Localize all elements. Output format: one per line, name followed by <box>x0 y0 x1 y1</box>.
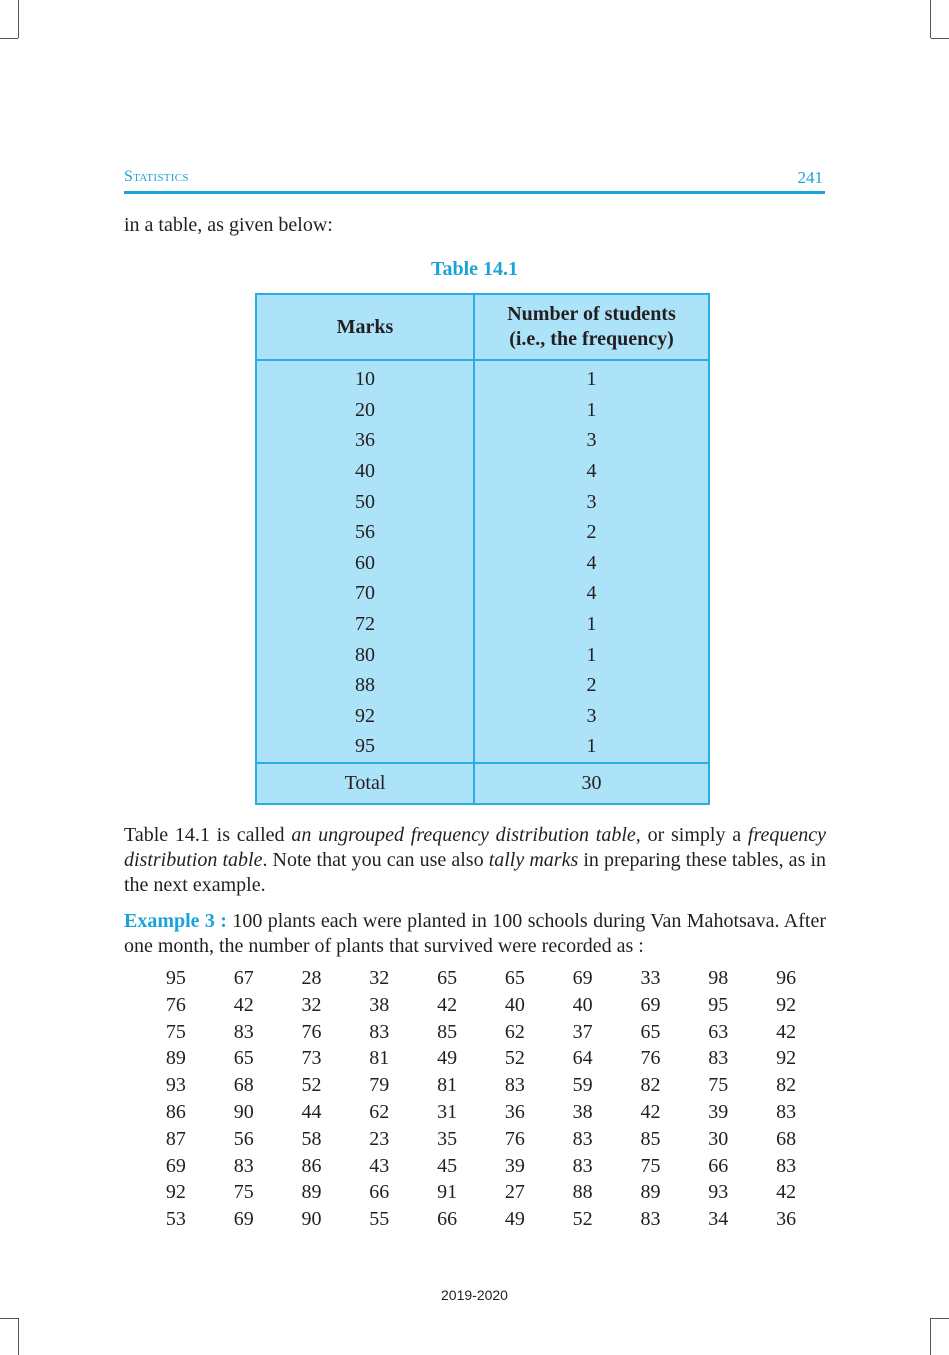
data-grid-cell: 40 <box>572 993 593 1016</box>
frequency-cell: 4 <box>474 548 709 579</box>
plants-data-grid <box>142 965 822 1233</box>
data-grid-row <box>142 1179 822 1206</box>
table-row <box>256 395 709 426</box>
frequency-cell: 4 <box>474 578 709 609</box>
crop-mark-tl-h <box>0 38 18 39</box>
data-grid-cell: 66 <box>437 1208 458 1231</box>
table-row <box>256 486 709 517</box>
data-grid-cell: 31 <box>437 1100 458 1123</box>
frequency-header-line2: (i.e., the frequency) <box>509 328 674 350</box>
data-grid-cell: 28 <box>301 967 322 989</box>
intro-text: in a table, as given below: <box>124 214 333 236</box>
data-grid-cell: 83 <box>572 1127 593 1150</box>
table-row <box>256 548 709 579</box>
frequency-cell: 2 <box>474 670 709 701</box>
frequency-cell: 3 <box>474 486 709 517</box>
data-grid-cell: 76 <box>301 1020 322 1043</box>
para-text: Table 14.1 is called <box>124 824 292 846</box>
data-grid-cell: 43 <box>369 1154 390 1177</box>
data-grid-cell: 83 <box>504 1074 525 1097</box>
data-grid-cell: 42 <box>776 1020 797 1043</box>
data-grid-cell: 39 <box>504 1154 525 1177</box>
data-grid-cell: 56 <box>233 1127 254 1150</box>
crop-mark-bl-h <box>0 1318 18 1319</box>
data-grid-cell: 95 <box>165 967 186 989</box>
data-grid-cell: 79 <box>369 1074 390 1097</box>
data-grid-cell: 34 <box>708 1208 729 1231</box>
data-grid-cell: 69 <box>165 1154 186 1177</box>
data-grid-cell: 83 <box>776 1154 797 1177</box>
table-row <box>256 456 709 487</box>
frequency-header-line1: Number of students <box>507 303 676 325</box>
frequency-cell: 4 <box>474 456 709 487</box>
data-grid-cell: 69 <box>572 967 593 989</box>
data-grid-cell: 86 <box>301 1154 322 1177</box>
data-grid-cell: 53 <box>165 1208 186 1231</box>
marks-cell: 95 <box>256 731 474 763</box>
data-grid-cell: 42 <box>776 1181 797 1204</box>
data-grid-cell: 42 <box>640 1100 661 1123</box>
marks-cell: 72 <box>256 609 474 640</box>
data-grid-cell: 68 <box>233 1074 254 1097</box>
data-grid-cell: 87 <box>165 1127 186 1150</box>
para-text: in preparing these tables, as in the next example. <box>124 849 827 896</box>
data-grid-cell: 82 <box>640 1074 661 1097</box>
table-header-row <box>256 294 709 360</box>
crop-mark-br-v <box>930 1318 931 1355</box>
running-header-section: Statistics <box>124 168 189 185</box>
frequency-cell: 2 <box>474 517 709 548</box>
marks-cell: 92 <box>256 701 474 732</box>
data-grid-cell: 83 <box>708 1047 729 1070</box>
table-row <box>256 731 709 763</box>
marks-cell: 88 <box>256 670 474 701</box>
data-grid-cell: 90 <box>233 1100 254 1123</box>
data-grid-cell: 89 <box>165 1047 186 1070</box>
data-grid-cell: 66 <box>369 1181 390 1204</box>
marks-cell: 60 <box>256 548 474 579</box>
table-description-paragraph <box>124 823 826 898</box>
data-grid-cell: 90 <box>301 1208 322 1231</box>
frequency-cell: 3 <box>474 425 709 456</box>
data-grid-cell: 83 <box>640 1208 661 1231</box>
table-body <box>256 360 709 763</box>
data-grid-cell: 65 <box>437 967 458 989</box>
data-grid-cell: 68 <box>776 1127 797 1150</box>
data-grid-cell: 82 <box>776 1074 797 1097</box>
crop-mark-tl-v <box>18 0 19 38</box>
data-grid-cell: 59 <box>572 1074 593 1097</box>
data-grid-cell: 83 <box>233 1154 254 1177</box>
data-grid-cell: 65 <box>640 1020 661 1043</box>
data-grid-cell: 38 <box>369 993 390 1016</box>
data-grid-cell: 52 <box>301 1074 322 1097</box>
data-grid-cell: 37 <box>572 1020 593 1043</box>
data-grid-cell: 36 <box>504 1100 525 1123</box>
marks-cell: 20 <box>256 395 474 426</box>
frequency-header <box>474 294 709 360</box>
frequency-cell: 3 <box>474 701 709 732</box>
data-grid-cell: 52 <box>504 1047 525 1070</box>
data-grid-cell: 63 <box>708 1020 729 1043</box>
data-grid-cell: 89 <box>301 1181 322 1204</box>
data-grid-cell: 83 <box>233 1020 254 1043</box>
table-row <box>256 609 709 640</box>
data-grid-cell: 96 <box>776 967 797 989</box>
table-row <box>256 701 709 732</box>
data-grid-cell: 75 <box>708 1074 729 1097</box>
data-grid-cell: 44 <box>301 1100 322 1123</box>
data-grid-cell: 76 <box>504 1127 525 1150</box>
data-grid-cell: 49 <box>437 1047 458 1070</box>
para-italic-term: frequency distribution table <box>124 824 826 871</box>
data-grid-cell: 45 <box>437 1154 458 1177</box>
data-grid-cell: 58 <box>301 1127 322 1150</box>
data-grid-cell: 38 <box>572 1100 593 1123</box>
data-grid-cell: 32 <box>301 993 322 1016</box>
data-grid-cell: 27 <box>504 1181 525 1204</box>
data-grid-cell: 75 <box>640 1154 661 1177</box>
data-grid-cell: 35 <box>437 1127 458 1150</box>
data-grid-cell: 92 <box>776 993 797 1016</box>
data-grid-cell: 95 <box>708 993 729 1016</box>
table-row <box>256 517 709 548</box>
frequency-cell: 1 <box>474 731 709 763</box>
data-grid-cell: 83 <box>369 1020 390 1043</box>
data-grid-cell: 93 <box>708 1181 729 1204</box>
crop-mark-tr-h <box>931 38 949 39</box>
data-grid-row <box>142 1206 822 1233</box>
table-row <box>256 425 709 456</box>
data-grid-cell: 85 <box>640 1127 661 1150</box>
data-grid-cell: 39 <box>708 1100 729 1123</box>
data-grid-row <box>142 965 822 992</box>
data-grid-cell: 66 <box>708 1154 729 1177</box>
crop-mark-tr-v <box>930 0 931 38</box>
data-grid-row <box>142 1045 822 1072</box>
data-grid-cell: 75 <box>165 1020 186 1043</box>
para-italic-term: an ungrouped frequency distribution table, <box>291 824 641 846</box>
data-grid-cell: 76 <box>165 993 186 1016</box>
data-grid-cell: 75 <box>233 1181 254 1204</box>
data-grid-cell: 65 <box>504 967 525 989</box>
table-row <box>256 639 709 670</box>
data-grid-cell: 88 <box>572 1181 593 1204</box>
para-italic-term: tally marks <box>488 849 579 871</box>
data-grid-cell: 55 <box>369 1208 390 1231</box>
marks-cell: 80 <box>256 639 474 670</box>
header-rule <box>124 191 825 194</box>
total-value: 30 <box>474 763 709 804</box>
data-grid-cell: 69 <box>233 1208 254 1231</box>
marks-header: Marks <box>256 294 474 360</box>
data-grid-cell: 92 <box>165 1181 186 1204</box>
data-grid-cell: 83 <box>572 1154 593 1177</box>
data-grid-cell: 62 <box>504 1020 525 1043</box>
data-grid-cell: 81 <box>369 1047 390 1070</box>
marks-cell: 50 <box>256 486 474 517</box>
data-grid-cell: 40 <box>504 993 525 1016</box>
example-text: 100 plants each were planted in 100 schools during Van Mahotsava. After one month, the number of plants that survived were recorded as : <box>124 910 827 957</box>
marks-cell: 70 <box>256 578 474 609</box>
marks-cell: 10 <box>256 360 474 395</box>
data-grid-cell: 30 <box>708 1127 729 1150</box>
data-grid-cell: 49 <box>504 1208 525 1231</box>
data-grid-cell: 91 <box>437 1181 458 1204</box>
data-grid-cell: 64 <box>572 1047 593 1070</box>
footer-year: 2019-2020 <box>441 1287 508 1303</box>
data-grid-cell: 42 <box>437 993 458 1016</box>
data-grid-cell: 98 <box>708 967 729 989</box>
data-grid-cell: 52 <box>572 1208 593 1231</box>
example-paragraph <box>124 909 826 959</box>
marks-cell: 40 <box>256 456 474 487</box>
data-grid-cell: 36 <box>776 1208 797 1231</box>
data-grid-cell: 73 <box>301 1047 322 1070</box>
marks-cell: 36 <box>256 425 474 456</box>
data-grid-cell: 76 <box>640 1047 661 1070</box>
table-caption: Table 14.1 <box>430 258 519 280</box>
data-grid-cell: 69 <box>640 993 661 1016</box>
frequency-cell: 1 <box>474 639 709 670</box>
data-grid-cell: 23 <box>369 1127 390 1150</box>
data-grid-cell: 81 <box>437 1074 458 1097</box>
marks-cell: 56 <box>256 517 474 548</box>
data-grid-cell: 93 <box>165 1074 186 1097</box>
data-grid-cell: 89 <box>640 1181 661 1204</box>
data-grid-row <box>142 1099 822 1126</box>
data-grid-row <box>142 1153 822 1180</box>
data-grid-cell: 83 <box>776 1100 797 1123</box>
data-grid-row <box>142 1019 822 1046</box>
data-grid-cell: 33 <box>640 967 661 989</box>
frequency-table <box>255 293 710 805</box>
frequency-cell: 1 <box>474 360 709 395</box>
table-row <box>256 670 709 701</box>
data-grid-cell: 62 <box>369 1100 390 1123</box>
total-label: Total <box>256 763 474 804</box>
data-grid-row <box>142 1126 822 1153</box>
crop-mark-br-h <box>931 1318 949 1319</box>
table-row <box>256 360 709 395</box>
table-row <box>256 578 709 609</box>
para-text: . Note that you can use also <box>262 849 489 871</box>
data-grid-row <box>142 992 822 1019</box>
para-text: or simply a <box>640 824 748 846</box>
table-total-row <box>256 763 709 804</box>
data-grid-cell: 85 <box>437 1020 458 1043</box>
data-grid-row <box>142 1072 822 1099</box>
data-grid-cell: 65 <box>233 1047 254 1070</box>
data-grid-cell: 67 <box>233 967 254 989</box>
data-grid-cell: 42 <box>233 993 254 1016</box>
crop-mark-bl-v <box>18 1318 19 1355</box>
frequency-cell: 1 <box>474 609 709 640</box>
data-grid-cell: 32 <box>369 967 390 989</box>
frequency-cell: 1 <box>474 395 709 426</box>
data-grid-cell: 86 <box>165 1100 186 1123</box>
example-label: Example 3 : <box>124 910 227 932</box>
page-number: 241 <box>797 168 823 187</box>
data-grid-cell: 92 <box>776 1047 797 1070</box>
